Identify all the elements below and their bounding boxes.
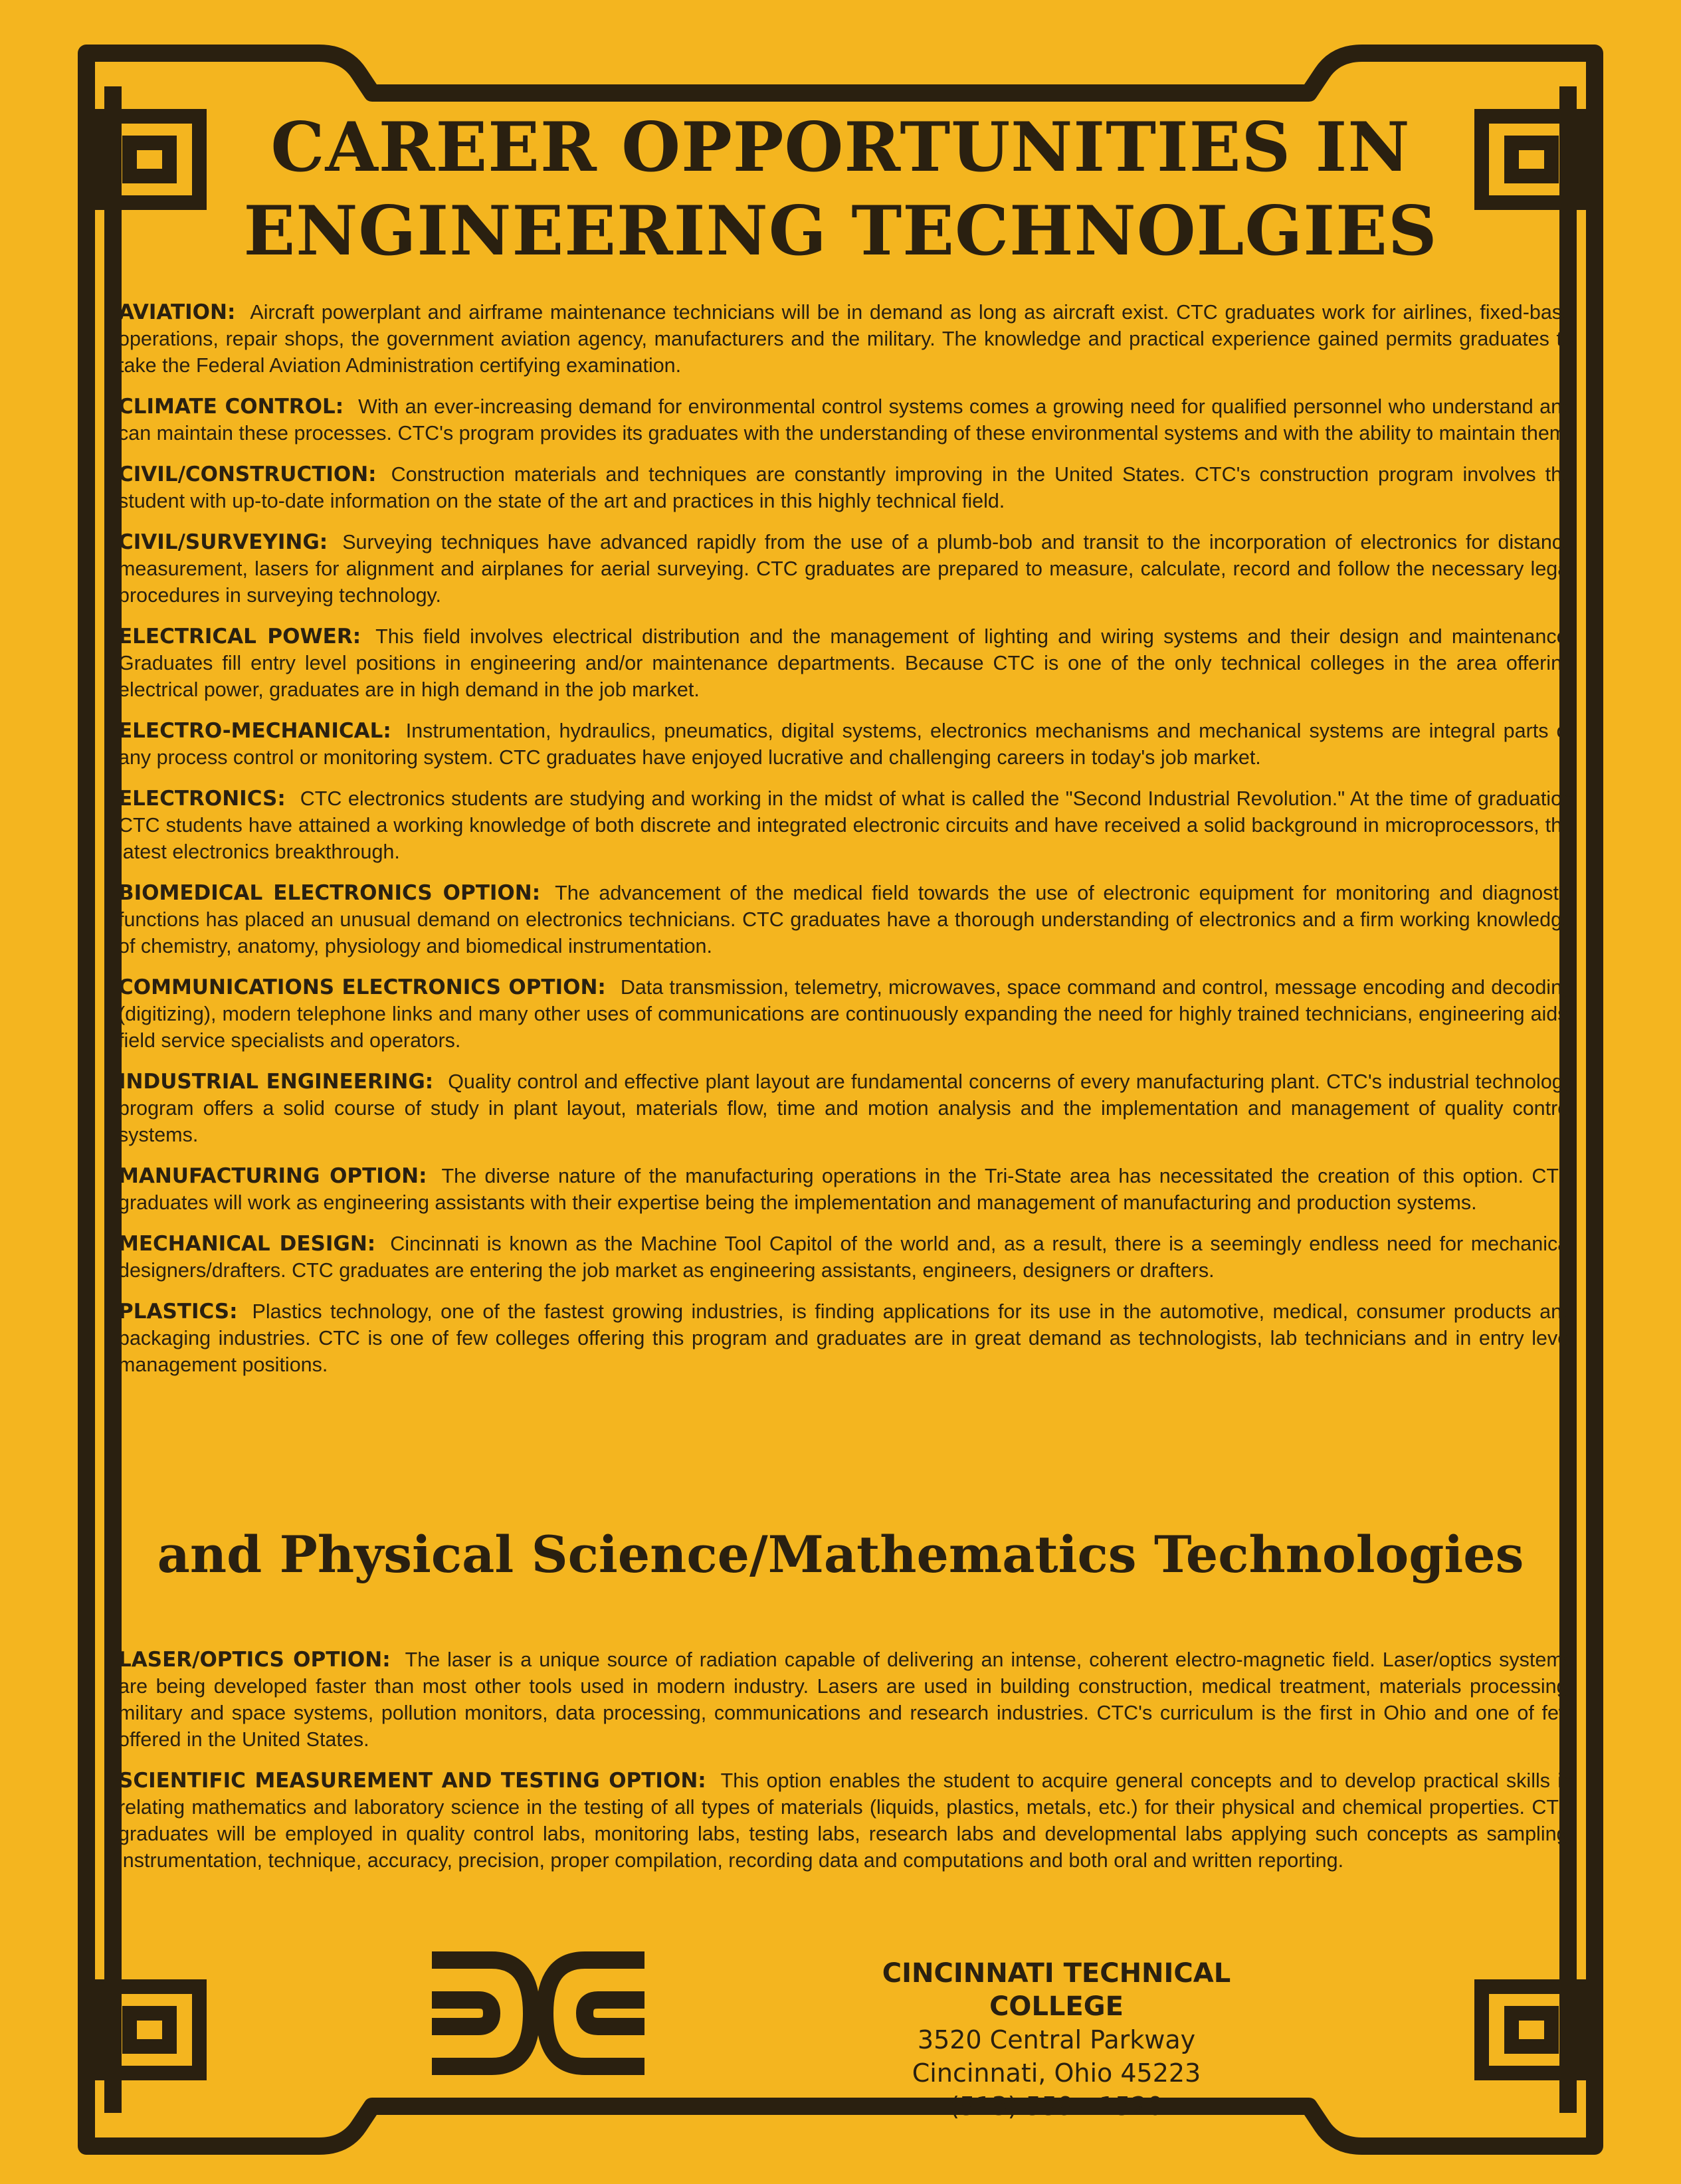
career-entry-heading: INDUSTRIAL ENGINEERING:	[118, 1070, 434, 1094]
page-title-line-1: CAREER OPPORTUNITIES IN	[270, 108, 1411, 187]
career-entry	[118, 461, 1573, 514]
career-entry-heading: ELECTRO-MECHANICAL:	[118, 719, 391, 743]
career-entry	[118, 1646, 1573, 1753]
career-entry-heading: ELECTRONICS:	[118, 787, 286, 811]
career-entry-text: Construction materials and techniques are constantly improving in the United States. CTC's construction program involves the student with up-to-date information on the state of the art and practices in this highly technical field.	[118, 463, 1573, 512]
career-entry-heading: MANUFACTURING OPTION:	[118, 1164, 427, 1188]
career-entry-heading: MECHANICAL DESIGN:	[118, 1232, 376, 1256]
address-street: 3520 Central Parkway	[917, 2025, 1196, 2054]
career-entry-text: Quality control and effective plant layout are fundamental concerns of every manufacturing plant. CTC's industrial technology program offers a solid course of study in plant layout, materials flow, time and motion analysis and the implementation and management of quality control systems.	[118, 1070, 1574, 1146]
career-entry-text: The laser is a unique source of radiation capable of delivering an intense, coherent electro-magnetic field. Laser/optics systems are being developed faster than most other tools used in modern industry. Lasers are used in building construction, medical treatment, materials processing, military and space systems, pollution monitors, data processing, communications and research industries. CTC's curriculum is the first in Ohio and one of few offered in the United States.	[118, 1648, 1574, 1751]
career-entry-heading: PLASTICS:	[118, 1300, 238, 1324]
career-entry	[118, 1767, 1573, 1874]
career-entry	[118, 718, 1573, 771]
career-entry-heading: CLIMATE CONTROL:	[118, 395, 344, 419]
career-entry	[118, 529, 1573, 609]
career-entry-text: Plastics technology, one of the fastest growing industries, is finding applications for its use in the automotive, medical, consumer products and packaging industries. CTC is one of few colleges offering this program and graduates are in great demand as technologists, lab technicians and in entry level management positions.	[118, 1300, 1573, 1376]
career-entry-text: Aircraft powerplant and airframe maintenance technicians will be in demand as long as aircraft exist. CTC graduates work for airlines, fixed-base operations, repair shops, the government aviation agency, manufacturers and the military. The knowledge and practical experience gained permits graduates to take the Federal Aviation Administration certifying examination.	[118, 301, 1573, 377]
career-entry	[118, 1068, 1573, 1148]
career-entry	[118, 785, 1573, 865]
career-entry-text: Surveying techniques have advanced rapidly from the use of a plumb-bob and transit to the incorporation of electronics for distance measurement, lasers for alignment and airplanes for aerial surveying. CTC graduates are prepared to measure, calculate, record and follow the necessary legal procedures in surveying technology.	[118, 531, 1573, 607]
career-entry	[118, 1231, 1573, 1284]
career-entry-text: The diverse nature of the manufacturing operations in the Tri-State area has necessitated the creation of this option. CTC graduates will work as engineering assistants with their expertise being the implementation and management of manufacturing and production systems.	[118, 1165, 1574, 1214]
engineering-sections	[118, 299, 1573, 1393]
career-entry-heading: BIOMEDICAL ELECTRONICS OPTION:	[118, 881, 541, 905]
career-entry	[118, 393, 1573, 447]
career-entry-heading: CIVIL/SURVEYING:	[118, 530, 328, 554]
career-entry-heading: SCIENTIFIC MEASUREMENT AND TESTING OPTION:	[118, 1769, 706, 1793]
career-entry-text: Cincinnati is known as the Machine Tool Capitol of the world and, as a result, there is a seemingly endless need for mechanical designers/drafters. CTC graduates are entering the job market as engineering assistants, engineers, designers or drafters.	[118, 1233, 1573, 1282]
college-name: CINCINNATI TECHNICAL COLLEGE	[882, 1958, 1231, 2022]
career-entry	[118, 1163, 1573, 1216]
career-entry-text: With an ever-increasing demand for environmental control systems comes a growing need for qualified personnel who understand and can maintain these processes. CTC's program provides its graduates with the understanding of these environmental systems and with the ability to maintain them.	[118, 395, 1574, 445]
science-sections	[118, 1646, 1573, 1888]
career-entry-text: Data transmission, telemetry, microwaves, space command and control, message encoding and decoding (digitizing), modern telephone links and many other uses of communications are continuously expanding the need for highly trained technicians, engineering aids, field service specialists and operators.	[118, 976, 1573, 1052]
career-entry-heading: COMMUNICATIONS ELECTRONICS OPTION:	[118, 975, 606, 999]
career-entry-heading: CIVIL/CONSTRUCTION:	[118, 462, 377, 486]
career-entry	[118, 880, 1573, 959]
college-address	[817, 1957, 1296, 2123]
section-subheading: and Physical Science/Mathematics Technologies	[157, 1525, 1524, 1584]
career-entry-text: CTC electronics students are studying and working in the midst of what is called the "Second Industrial Revolution." At the time of graduation CTC students have attained a working knowledge of both discrete and integrated electronic circuits and have received a solid background in microprocessors, the latest electronics breakthrough.	[118, 787, 1573, 863]
career-entry-text: Instrumentation, hydraulics, pneumatics, digital systems, electronics mechanisms and mechanical systems are integral parts of any process control or monitoring system. CTC graduates have enjoyed lucrative and challenging careers in today's job market.	[118, 720, 1573, 769]
career-entry-text: This field involves electrical distribution and the management of lighting and wiring systems and their design and maintenance. Graduates fill entry level positions in engineering and/or maintenance departments. Because CTC is one of the only technical colleges in the area offering electrical power, graduates are in high demand in the job market.	[118, 625, 1574, 701]
page-title-line-2: ENGINEERING TECHNOLGIES	[243, 191, 1438, 271]
career-entry	[118, 299, 1573, 379]
career-entry	[118, 623, 1573, 703]
career-entry	[118, 974, 1573, 1054]
phone-number: (513) 559 - 1520	[949, 2092, 1163, 2121]
career-entry-text: This option enables the student to acquire general concepts and to develop practical skills in relating mathematics and laboratory science in the testing of all types of materials (liquids, plastics, metals, etc.) for their physical and chemical properties. CTC graduates will be employed in quality control labs, monitoring labs, testing labs, research labs and developmental labs applying such concepts as sampling, instrumentation, technique, accuracy, precision, proper compilation, recording data and computations and both oral and written reporting.	[118, 1769, 1573, 1872]
career-entry-heading: ELECTRICAL POWER:	[118, 625, 361, 648]
career-entry-heading: AVIATION:	[118, 300, 236, 324]
career-entry-text: The advancement of the medical field towards the use of electronic equipment for monitoring and diagnostic functions has placed an unusual demand on electronics technicians. CTC graduates have a thorough understanding of electronics and a firm working knowledge of chemistry, anatomy, physiology and biomedical instrumentation.	[118, 882, 1573, 957]
address-city: Cincinnati, Ohio 45223	[912, 2058, 1201, 2088]
career-entry	[118, 1298, 1573, 1378]
ctc-logo-icon	[425, 1947, 651, 2080]
career-entry-heading: LASER/OPTICS OPTION:	[118, 1648, 391, 1672]
